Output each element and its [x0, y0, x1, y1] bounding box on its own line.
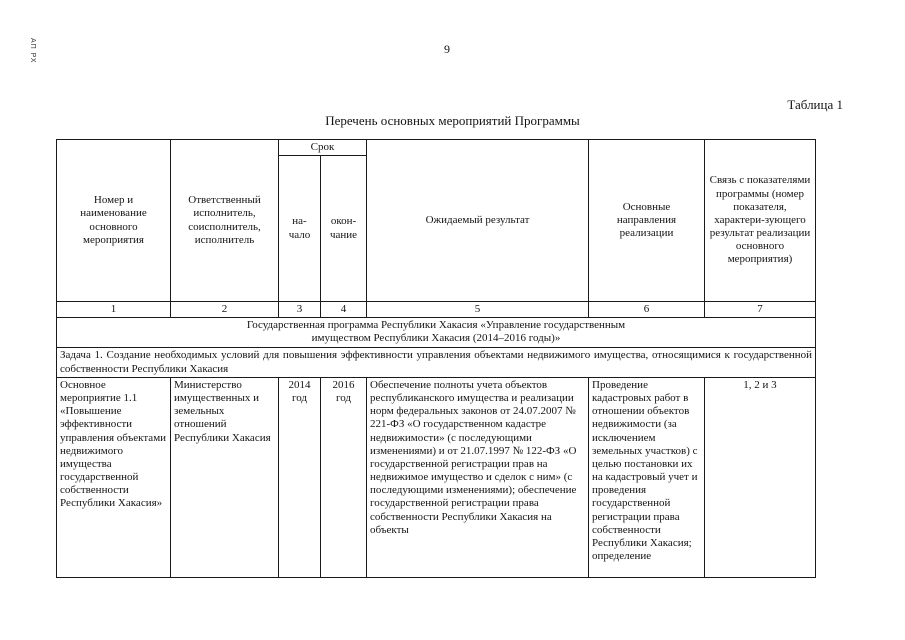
header-executor: Ответственный исполнитель, соисполнитель, исполнитель [171, 140, 279, 302]
column-number: 1 [57, 302, 171, 318]
header-end: окон- чание [321, 156, 367, 302]
column-number: 4 [321, 302, 367, 318]
table-label: Таблица 1 [787, 97, 843, 112]
activity-start: 2014 год [279, 377, 321, 577]
column-number: 2 [171, 302, 279, 318]
header-start: на- чало [279, 156, 321, 302]
column-number: 3 [279, 302, 321, 318]
column-number: 5 [367, 302, 589, 318]
program-row [57, 318, 816, 348]
activity-executor: Министерство имущественных и земельных отношений Республики Хакасия [171, 377, 279, 577]
document-title: Перечень основных мероприятий Программы [325, 113, 580, 128]
header-term: Срок [279, 140, 367, 156]
activity-name: Основное мероприятие 1.1 «Повышение эффективности управления объектами недвижимого имущества государственной собственности Республики Хакасия» [57, 377, 171, 577]
activity-directions: Проведение кадастровых работ в отношении объектов недвижимости (за исключением земельных участков) с целью постановки их на кадастровый учет и проведения государственной регистрации права собственности Республики Хакасия; определение [589, 377, 705, 577]
header-expected-result: Ожидаемый результат [367, 140, 589, 302]
activity-result: Обеспечение полноты учета объектов республиканского имущества и реализации норм федеральных законов от 24.07.2007 № 221-ФЗ «О государственном кадастре недвижимости» (с последующими изменениями) и от 21.07.1997 № 122-ФЗ «О государственной регистрации прав на недвижимое имущество и сделок с ним» (с последующими изменениями); обеспечение государственной регистрации права собственности Республики Хакасия на объекты [367, 377, 589, 577]
side-archive-mark: АП РХ [29, 38, 36, 64]
activity-indicator-link: 1, 2 и 3 [705, 377, 816, 577]
activities-table [56, 139, 816, 578]
task-text: Задача 1. Создание необходимых условий для повышения эффективности управления объектами недвижимого имущества, относящимися к государственной собственности Республики Хакасия [57, 348, 816, 377]
header-indicator-link: Связь с показателями программы (номер показателя, характери-зующего результат реализации основного мероприятия) [705, 140, 816, 302]
column-number: 6 [589, 302, 705, 318]
header-number-name: Номер и наименование основного мероприятия [57, 140, 171, 302]
activity-end: 2016 год [321, 377, 367, 577]
header-directions: Основные направления реализации [589, 140, 705, 302]
task-row [57, 348, 816, 377]
header-row-1 [57, 140, 816, 156]
page-number: 9 [444, 42, 450, 56]
column-number-row [57, 302, 816, 318]
program-title: Государственная программа Республики Хакасия «Управление государственным имуществом Республики Хакасия (2014–2016 годы)» [57, 318, 816, 348]
table-row [57, 377, 816, 577]
column-number: 7 [705, 302, 816, 318]
